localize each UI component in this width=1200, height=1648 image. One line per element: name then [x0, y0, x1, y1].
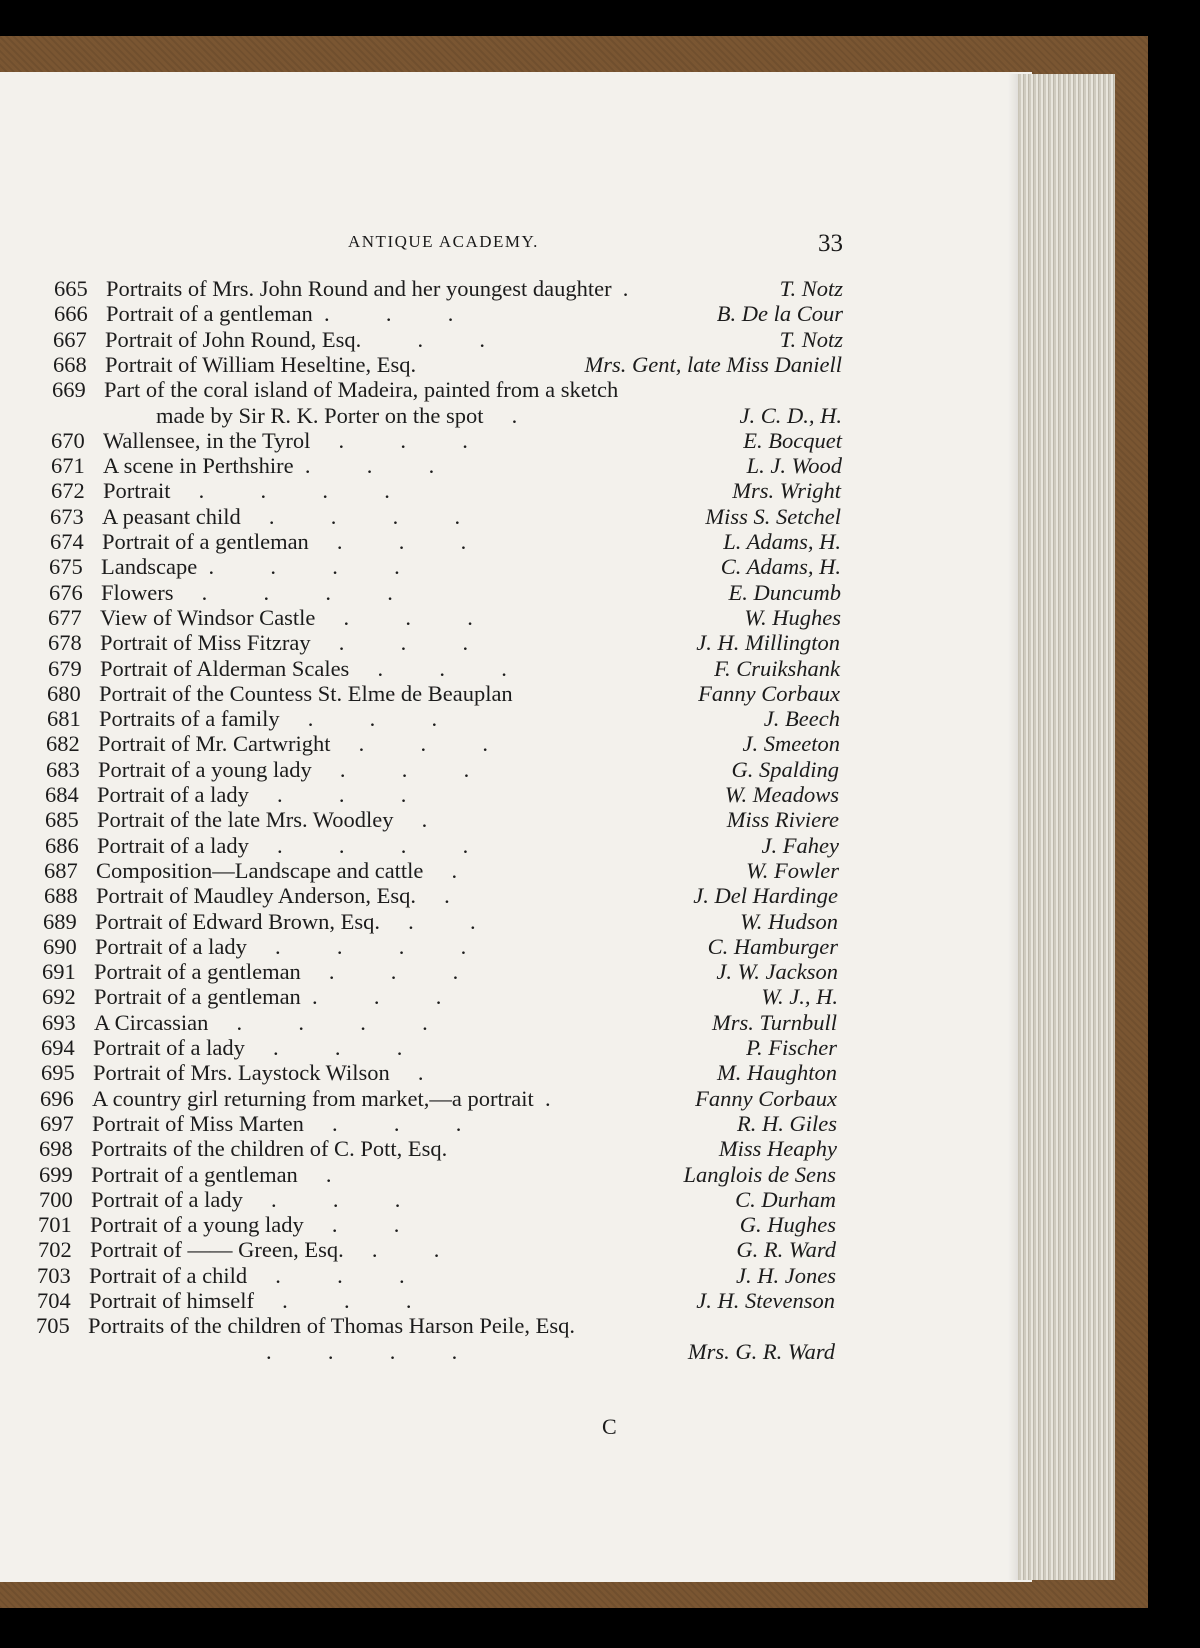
entry-number: 669	[52, 377, 86, 402]
entry-description: Portrait of Miss Marten . . .	[92, 1111, 462, 1136]
catalogue-entry	[49, 554, 841, 580]
entry-description: Wallensee, in the Tyrol . . .	[103, 428, 468, 453]
entry-number: 679	[48, 656, 82, 681]
entry-description: Portrait of a gentleman . . .	[106, 301, 454, 326]
entry-description: Portrait of the Countess St. Elme de Beauplan	[99, 681, 513, 706]
catalogue-entry	[53, 352, 842, 378]
entry-description: A country girl returning from market,—a portrait .	[92, 1086, 551, 1111]
catalogue-entry	[40, 1111, 837, 1137]
entry-number: 676	[49, 580, 83, 605]
entry-artist: T. Notz	[779, 327, 843, 352]
entry-description: Portrait of the late Mrs. Woodley .	[97, 807, 428, 832]
entry-number: 687	[44, 858, 78, 883]
entry-artist: J. H. Millington	[696, 630, 840, 655]
catalogue-entry	[44, 883, 838, 909]
entry-description: Portrait . . . .	[103, 478, 390, 503]
entry-artist: M. Haughton	[717, 1060, 837, 1085]
entry-artist: Mrs. Turnbull	[711, 1010, 837, 1035]
entry-artist: C. Hamburger	[707, 934, 838, 959]
entry-artist: P. Fischer	[746, 1035, 837, 1060]
entry-description: Portrait of Maudley Anderson, Esq. .	[96, 883, 450, 908]
entry-artist: W. J., H.	[761, 984, 838, 1009]
entry-number: 670	[51, 428, 85, 453]
catalogue-entry	[42, 984, 838, 1010]
catalogue-entry	[45, 807, 839, 833]
catalogue-entry	[45, 782, 839, 808]
entry-number: 701	[38, 1212, 72, 1237]
entry-artist: Miss S. Setchel	[705, 504, 841, 529]
entry-description: Portrait of Alderman Scales . . .	[100, 656, 507, 681]
entry-description: Portrait of a gentleman .	[91, 1162, 332, 1187]
entry-artist: J. Fahey	[761, 833, 839, 858]
entry-number: 698	[39, 1136, 73, 1161]
catalogue-entry	[51, 478, 841, 504]
entry-description: Portrait of himself . . .	[89, 1288, 412, 1313]
catalogue-entry	[37, 1288, 835, 1314]
catalogue-entry	[53, 327, 843, 353]
entry-number: 684	[45, 782, 79, 807]
entry-artist: F. Cruikshank	[714, 656, 840, 681]
entry-artist: W. Hughes	[744, 605, 841, 630]
entry-description: A Circassian . . . .	[94, 1010, 428, 1035]
catalogue-entry	[41, 1035, 837, 1061]
page-number: 33	[818, 230, 843, 257]
catalogue-entry	[54, 301, 843, 327]
entry-artist: C. Durham	[735, 1187, 836, 1212]
catalogue-entry	[49, 580, 841, 606]
entry-description: Portraits of the children of Thomas Harson Peile, Esq.	[88, 1313, 575, 1338]
entry-number: 697	[40, 1111, 74, 1136]
entry-number: 685	[45, 807, 79, 832]
catalogue-entry	[42, 1010, 837, 1036]
entry-artist: G. R. Ward	[736, 1237, 836, 1262]
entry-number: 696	[40, 1086, 74, 1111]
entry-number: 699	[39, 1162, 73, 1187]
catalogue-entry	[46, 757, 839, 783]
entry-description: . . . .	[266, 1339, 458, 1364]
catalogue-entry	[38, 1237, 836, 1263]
catalogue-entry	[47, 681, 840, 707]
entry-artist: G. Spalding	[731, 757, 839, 782]
entry-artist: Mrs. Gent, late Miss Daniell	[584, 352, 842, 377]
entry-number: 689	[43, 909, 77, 934]
entry-artist: J. C. D., H.	[739, 403, 842, 428]
catalogue-entry	[36, 1339, 835, 1365]
entry-description: Portrait of a lady . . .	[91, 1187, 401, 1212]
entry-number: 665	[54, 276, 88, 301]
entry-description: Portrait of a child . . .	[89, 1263, 405, 1288]
catalogue-entry	[44, 858, 839, 884]
entry-artist: J. Smeeton	[742, 731, 840, 756]
page-edges	[1018, 74, 1115, 1580]
entry-description: Portrait of a gentleman . . .	[102, 529, 467, 554]
entry-description: Portrait of Mr. Cartwright . . .	[98, 731, 488, 756]
entry-number: 680	[47, 681, 81, 706]
entry-description: Portrait of —— Green, Esq. . .	[90, 1237, 440, 1262]
entry-artist: W. Fowler	[746, 858, 839, 883]
entry-artist: L. J. Wood	[746, 453, 842, 478]
entry-artist: Mrs. G. R. Ward	[687, 1339, 835, 1364]
catalogue-entry	[48, 656, 840, 682]
entry-description: A scene in Perthshire . . .	[103, 453, 435, 478]
entry-description: Portraits of the children of C. Pott, Esq.	[91, 1136, 448, 1161]
entry-number: 682	[46, 731, 80, 756]
entry-number: 688	[44, 883, 78, 908]
entry-number: 671	[51, 453, 85, 478]
entry-description: Part of the coral island of Madeira, painted from a sketch	[104, 377, 619, 402]
entry-artist: J. H. Stevenson	[696, 1288, 835, 1313]
entry-description: Portrait of a gentleman . . .	[94, 959, 459, 984]
entry-description: Portrait of Mrs. Laystock Wilson .	[93, 1060, 424, 1085]
entry-artist: W. Hudson	[740, 909, 838, 934]
entry-description: Portrait of John Round, Esq. . .	[105, 327, 485, 352]
entry-artist: J. H. Jones	[736, 1263, 836, 1288]
entry-description: Portrait of William Heseltine, Esq.	[105, 352, 417, 377]
entry-artist: R. H. Giles	[737, 1111, 837, 1136]
entry-number: 705	[36, 1313, 70, 1338]
running-head	[0, 230, 1200, 260]
entry-number: 690	[43, 934, 77, 959]
entry-artist: W. Meadows	[724, 782, 839, 807]
entry-description: Portrait of Miss Fitzray . . .	[100, 630, 469, 655]
entry-number: 674	[50, 529, 84, 554]
entry-number: 681	[47, 706, 81, 731]
entry-number: 683	[46, 757, 80, 782]
entry-description: Portrait of Edward Brown, Esq. . .	[95, 909, 476, 934]
catalogue-entry	[39, 1162, 836, 1188]
entry-number: 668	[53, 352, 87, 377]
entry-number: 678	[48, 630, 82, 655]
catalogue-entry	[39, 1136, 837, 1162]
entry-number: 700	[39, 1187, 73, 1212]
entry-artist: E. Duncumb	[728, 580, 841, 605]
catalogue-entry	[52, 377, 842, 403]
catalogue-entry	[43, 934, 838, 960]
catalogue-entry	[51, 428, 842, 454]
entry-artist: Mrs. Wright	[732, 478, 841, 503]
entry-number: 675	[49, 554, 83, 579]
entry-artist: G. Hughes	[739, 1212, 836, 1237]
entry-description: Portrait of a lady . . .	[97, 782, 407, 807]
entry-number: 673	[50, 504, 84, 529]
entry-number: 667	[53, 327, 87, 352]
entry-artist: J. Beech	[763, 706, 840, 731]
entry-artist: J. Del Hardinge	[693, 883, 838, 908]
entry-number: 695	[41, 1060, 75, 1085]
entry-number: 672	[51, 478, 85, 503]
running-head-title: ANTIQUE ACADEMY.	[348, 232, 539, 251]
catalogue-entry	[46, 731, 840, 757]
entry-description: Portrait of a young lady . .	[90, 1212, 400, 1237]
catalogue-entry	[54, 276, 843, 302]
entry-description: Landscape . . . .	[101, 554, 400, 579]
entry-number: 677	[48, 605, 82, 630]
catalogue-entry	[43, 909, 838, 935]
entry-description: Composition—Landscape and cattle .	[96, 858, 458, 883]
catalogue-entry	[38, 1212, 836, 1238]
entry-artist: Miss Riviere	[726, 807, 839, 832]
catalogue-entry	[50, 504, 841, 530]
catalogue-entry	[52, 403, 842, 429]
entry-artist: J. W. Jackson	[716, 959, 838, 984]
entry-artist: Fanny Corbaux	[698, 681, 840, 706]
entry-description: Portrait of a lady . . .	[93, 1035, 403, 1060]
catalogue-entry	[48, 630, 840, 656]
entry-number: 692	[42, 984, 76, 1009]
entry-number: 693	[42, 1010, 76, 1035]
catalogue-entry	[50, 529, 841, 555]
signature-mark: C	[602, 1414, 617, 1439]
entry-description: Portraits of a family . . .	[99, 706, 438, 731]
entry-number: 686	[45, 833, 79, 858]
entry-description: Portrait of a young lady . . .	[98, 757, 470, 782]
entry-artist: Miss Heaphy	[718, 1136, 837, 1161]
entry-description: A peasant child . . . .	[102, 504, 461, 529]
entry-artist: C. Adams, H.	[720, 554, 841, 579]
entry-description: Portraits of Mrs. John Round and her youngest daughter .	[106, 276, 629, 301]
entry-artist: L. Adams, H.	[723, 529, 841, 554]
entry-number: 691	[42, 959, 76, 984]
catalogue-entry	[41, 1060, 837, 1086]
entry-description: Portrait of a lady . . . .	[95, 934, 467, 959]
entry-description: View of Windsor Castle . . .	[100, 605, 473, 630]
entry-number: 666	[54, 301, 88, 326]
catalogue-entry	[37, 1263, 836, 1289]
entry-number: 694	[41, 1035, 75, 1060]
catalogue-entry	[47, 706, 840, 732]
entry-artist: T. Notz	[779, 276, 843, 301]
entry-artist: Langlois de Sens	[683, 1162, 836, 1187]
entry-number: 704	[37, 1288, 71, 1313]
catalogue-entry	[40, 1086, 837, 1112]
entry-description: made by Sir R. K. Porter on the spot .	[156, 403, 518, 428]
catalogue-entry	[39, 1187, 836, 1213]
entry-number: 703	[37, 1263, 71, 1288]
entry-artist: B. De la Cour	[716, 301, 843, 326]
entry-description: Portrait of a lady . . . .	[97, 833, 469, 858]
catalogue-entry	[36, 1313, 835, 1339]
entry-description: Flowers . . . .	[101, 580, 393, 605]
entry-artist: E. Bocquet	[743, 428, 842, 453]
entry-description: Portrait of a gentleman . . .	[94, 984, 442, 1009]
catalogue-entry	[48, 605, 841, 631]
catalogue-entry	[51, 453, 842, 479]
entry-number: 702	[38, 1237, 72, 1262]
catalogue-entry	[42, 959, 838, 985]
entry-artist: Fanny Corbaux	[695, 1086, 837, 1111]
catalogue-entry	[45, 833, 839, 859]
